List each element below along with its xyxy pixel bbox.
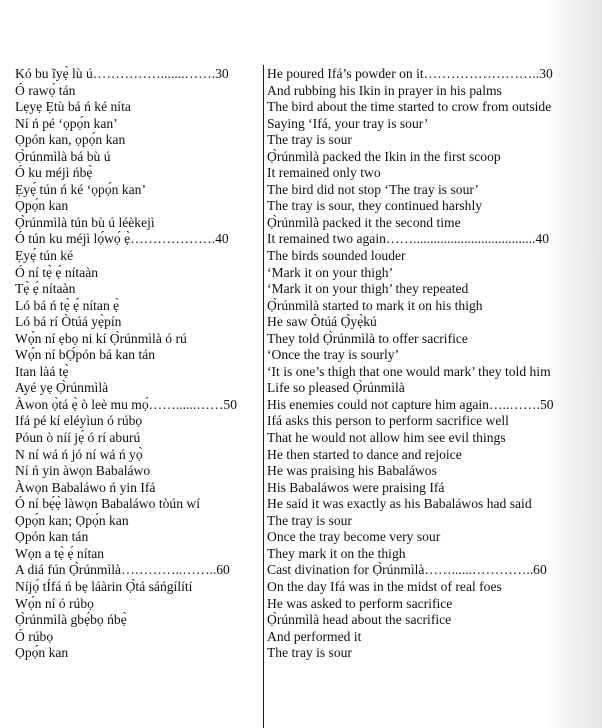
- english-verse-line: The tray is sour: [267, 645, 352, 661]
- column-divider: [263, 65, 264, 728]
- yoruba-verse-line: Ọ̀rúnmìlà gbẹ́bọ ńbẹ̀: [15, 612, 127, 628]
- yoruba-verse-line: Ó rawọ́ tán: [15, 82, 76, 98]
- yoruba-verse-line: Àwon ọ̀tá ẹ̀ ò leè mu mọ́……......……50: [15, 396, 238, 412]
- english-verse-line: On the day Ifá was in the midst of real foes: [267, 578, 502, 594]
- english-verse-line: The bird about the time started to crow from outside: [267, 99, 552, 115]
- english-verse-line: It remained two again……....................................40: [267, 231, 550, 247]
- english-verse-line: The bird did not stop ‘The tray is sour’: [267, 181, 479, 197]
- english-verse-line: He was asked to perform sacrifice: [267, 595, 453, 611]
- yoruba-verse-line: Ló bá rí Òtúá yẹ̀pín: [15, 314, 122, 330]
- english-verse-line: They mark it on the thigh: [267, 545, 406, 561]
- english-verse-line: ‘Mark it on your thigh’ they repeated: [267, 281, 469, 297]
- yoruba-verse-line: Kó bu ĩyẹ̀ lù ú…………….......…….30: [15, 66, 229, 81]
- yoruba-verse-line: Ó ku méjì ńbẹ̀: [15, 165, 93, 181]
- english-verse-line: Once the tray become very sour: [267, 529, 441, 545]
- english-translation-column: [267, 66, 567, 662]
- english-verse-line: Cast divination for Ọ̀rúnmìlà……......…………..60: [267, 562, 547, 578]
- yoruba-verse-line: Ó tún ku méjì lọ́wọ́ ẹ̀……………….40: [15, 231, 229, 247]
- yoruba-verse-line: Ọpọ́n kan: [15, 198, 69, 214]
- yoruba-verse-line: Ọpọ́n kan: [15, 645, 69, 661]
- yoruba-verse-line: Ẹyẹ́ tún ń ké ‘ọpọ́n kan’: [15, 181, 146, 197]
- english-verse-line: He said it was exactly as his Babaláwos had said: [267, 496, 532, 512]
- english-verse-line: Ifá asks this person to perform sacrifice well: [267, 413, 509, 429]
- english-verse-line: The tray is sour: [267, 132, 352, 148]
- english-verse-line: He poured Ifá’s powder on it……………………..30: [267, 66, 553, 81]
- yoruba-verse-line: Ẹyẹ́ tún ké: [15, 248, 74, 264]
- english-verse-line: And rubbing his Ikin in prayer in his palms: [267, 82, 502, 98]
- yoruba-verse-line: Tẹ̀ ẹ́ nítaàn: [15, 281, 76, 297]
- yoruba-verse-line: N ní wá ń jó ní wá ń yọ̀: [15, 446, 143, 462]
- yoruba-verse-line: Ayé yẹ Ọ̀rúnmìlà: [15, 380, 109, 396]
- english-verse-line: He was praising his Babaláwos: [267, 463, 437, 479]
- yoruba-verse-line: Lẹyẹ Ẹtù bá ń ké níta: [15, 99, 131, 115]
- yoruba-verse-line: Wọ́n ní ó rúbọ: [15, 595, 94, 611]
- english-verse-line: Ọ̀rúnmìlà started to mark it on his thigh: [267, 297, 483, 313]
- english-verse-line: They told Ọ̀rúnmìlà to offer sacrifice: [267, 330, 468, 346]
- english-verse-line: That he would not allow him see evil things: [267, 430, 506, 446]
- yoruba-verse-line: Ifá pé kí eléyìun ó rúbọ: [15, 413, 143, 429]
- yoruba-verse-line: Póun ò níí jẹ́ ó rí aburú: [15, 430, 141, 446]
- yoruba-verse-line: Ọ̀rúnmìlà tún bù ú léèkejì: [15, 214, 155, 230]
- yoruba-verse-line: Wọ́n ní bỌ́pón bá kan tán: [15, 347, 156, 363]
- yoruba-verse-line: Wọ́n ní ẹbọ ni kí Ọ̀rúnmìlà ó rú: [15, 330, 187, 346]
- english-verse-line: It remained only two: [267, 165, 381, 181]
- yoruba-verse-line: Ó rúbọ: [15, 628, 54, 644]
- english-verse-line: He then started to dance and rejoice: [267, 446, 462, 462]
- english-verse-line: His Babaláwos were praising Ifá: [267, 479, 445, 495]
- yoruba-verse-line: Itan làá tẹ̀: [15, 363, 69, 379]
- yoruba-verse-line: A diá fún Ọ̀rúnmìlà…………..……..60: [15, 562, 230, 578]
- yoruba-verse-line: Ní ń pé ‘ọpọ́n kan’: [15, 115, 118, 131]
- english-verse-line: Life so pleased Ọ̀rúnmìlà: [267, 380, 405, 396]
- english-verse-line: ‘Once the tray is sourly’: [267, 347, 400, 363]
- yoruba-verse-line: Níjọ́ tÍfá ń bẹ láàrin Ọ̀tá sáńgílítí: [15, 578, 193, 594]
- english-verse-line: He saw Òtúá Ọ̀yẹ̀kú: [267, 314, 377, 330]
- yoruba-verse-column: [15, 66, 260, 662]
- yoruba-verse-line: Ọ̀rúnmìlà bá bù ú: [15, 148, 111, 164]
- yoruba-verse-line: Wọn a tẹ̀ ẹ́ nítan: [15, 545, 105, 561]
- yoruba-verse-line: Ló bá ń tẹ̀ ẹ́ nítan ẹ̀: [15, 297, 120, 313]
- yoruba-verse-line: Ní ń yin àwọn Babaláwo: [15, 463, 151, 479]
- english-verse-line: Ọ̀rúnmìlà packed the Ikin in the first scoop: [267, 148, 501, 164]
- english-verse-line: His enemies could not capture him again…..…….50: [267, 396, 554, 412]
- english-verse-line: The tray is sour, they continued harshly: [267, 198, 483, 214]
- english-verse-line: Saying ‘Ifá, your tray is sour’: [267, 115, 429, 131]
- english-verse-line: Ọ̀rúnmìlà packed it the second time: [267, 214, 461, 230]
- yoruba-verse-line: Ó ní tẹ̀ ẹ́ nítaàn: [15, 264, 99, 280]
- yoruba-verse-line: Ọpón kan, ọpọ́n kan: [15, 132, 126, 148]
- english-verse-line: ‘Mark it on your thigh’: [267, 264, 394, 280]
- yoruba-verse-line: Ọpọ́n kan; Ọpọ́n kan: [15, 512, 129, 528]
- english-verse-line: The tray is sour: [267, 512, 352, 528]
- yoruba-verse-line: Ọpón kan tán: [15, 529, 89, 545]
- yoruba-verse-line: Ó ní bẹ́ẹ̀ làwọn Babaláwo tòún wí: [15, 496, 200, 512]
- yoruba-verse-line: Àwọn Babaláwo ń yin Ifá: [15, 479, 156, 495]
- english-verse-line: Ọ̀rúnmìlà head about the sacrifice: [267, 612, 452, 628]
- english-verse-line: ‘It is one’s thigh that one would mark’ they told him: [267, 363, 551, 379]
- english-verse-line: The birds sounded louder: [267, 248, 406, 264]
- english-verse-line: And performed it: [267, 628, 362, 644]
